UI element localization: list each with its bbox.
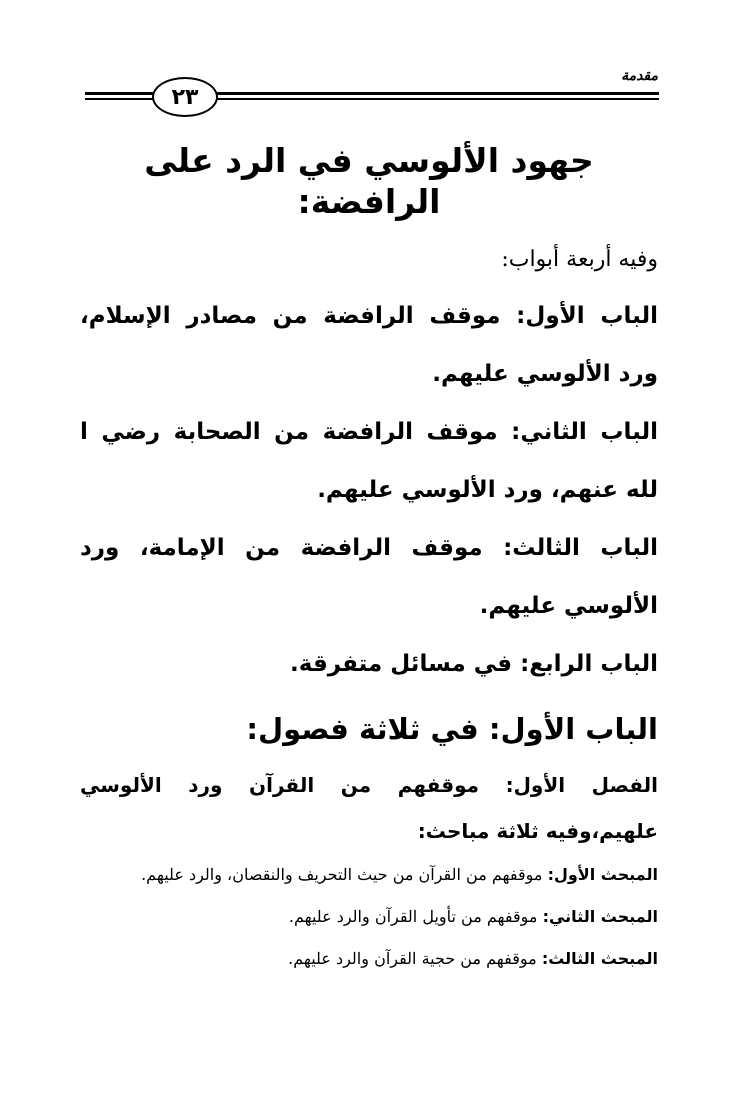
subsection-heading: الباب الأول: في ثلاثة فصول: xyxy=(246,712,658,747)
topic-label: المبحث الثالث: xyxy=(541,948,658,968)
section-item-1: الفصل الأول: موقفهم من القرآن ورد الألوسي علهيم،وفيه ثلاثة مباحث: xyxy=(80,772,658,843)
page-title: جهود الألوسي في الرد على الرافضة: xyxy=(144,141,594,222)
topic-item-1 xyxy=(80,854,658,896)
topic-label: المبحث الثاني: xyxy=(542,906,658,926)
topic-text: موقفهم من القرآن من حيث التحريف والنقصان، والرد عليهم. xyxy=(141,864,543,884)
intro-line: وفيه أربعة أبواب: xyxy=(501,246,658,272)
chapter-item-1: الباب الأول: موقف الرافضة من مصادر الإسلام، ورد الألوسي عليهم. xyxy=(80,303,658,388)
page-number: ٢٣ xyxy=(152,77,218,117)
chapter-item-2: الباب الثاني: موقف الرافضة من الصحابة رضي ا لله عنهم، ورد الألوسي عليهم. xyxy=(80,419,658,504)
topic-label: المبحث الأول: xyxy=(547,864,658,884)
topic-item-2 xyxy=(80,896,658,938)
chapter-item-4: الباب الرابع: في مسائل متفرقة. xyxy=(290,651,658,678)
topic-text: موقفهم من حجية القرآن والرد عليهم. xyxy=(288,948,537,968)
chapter-item-3: الباب الثالث: موقف الرافضة من الإمامة، ورد الألوسي عليهم. xyxy=(80,535,658,620)
running-head: مقدمة xyxy=(621,68,658,84)
page-body xyxy=(80,140,658,980)
topic-text: موقفهم من تأويل القرآن والرد عليهم. xyxy=(288,906,538,926)
topic-item-3 xyxy=(80,938,658,980)
